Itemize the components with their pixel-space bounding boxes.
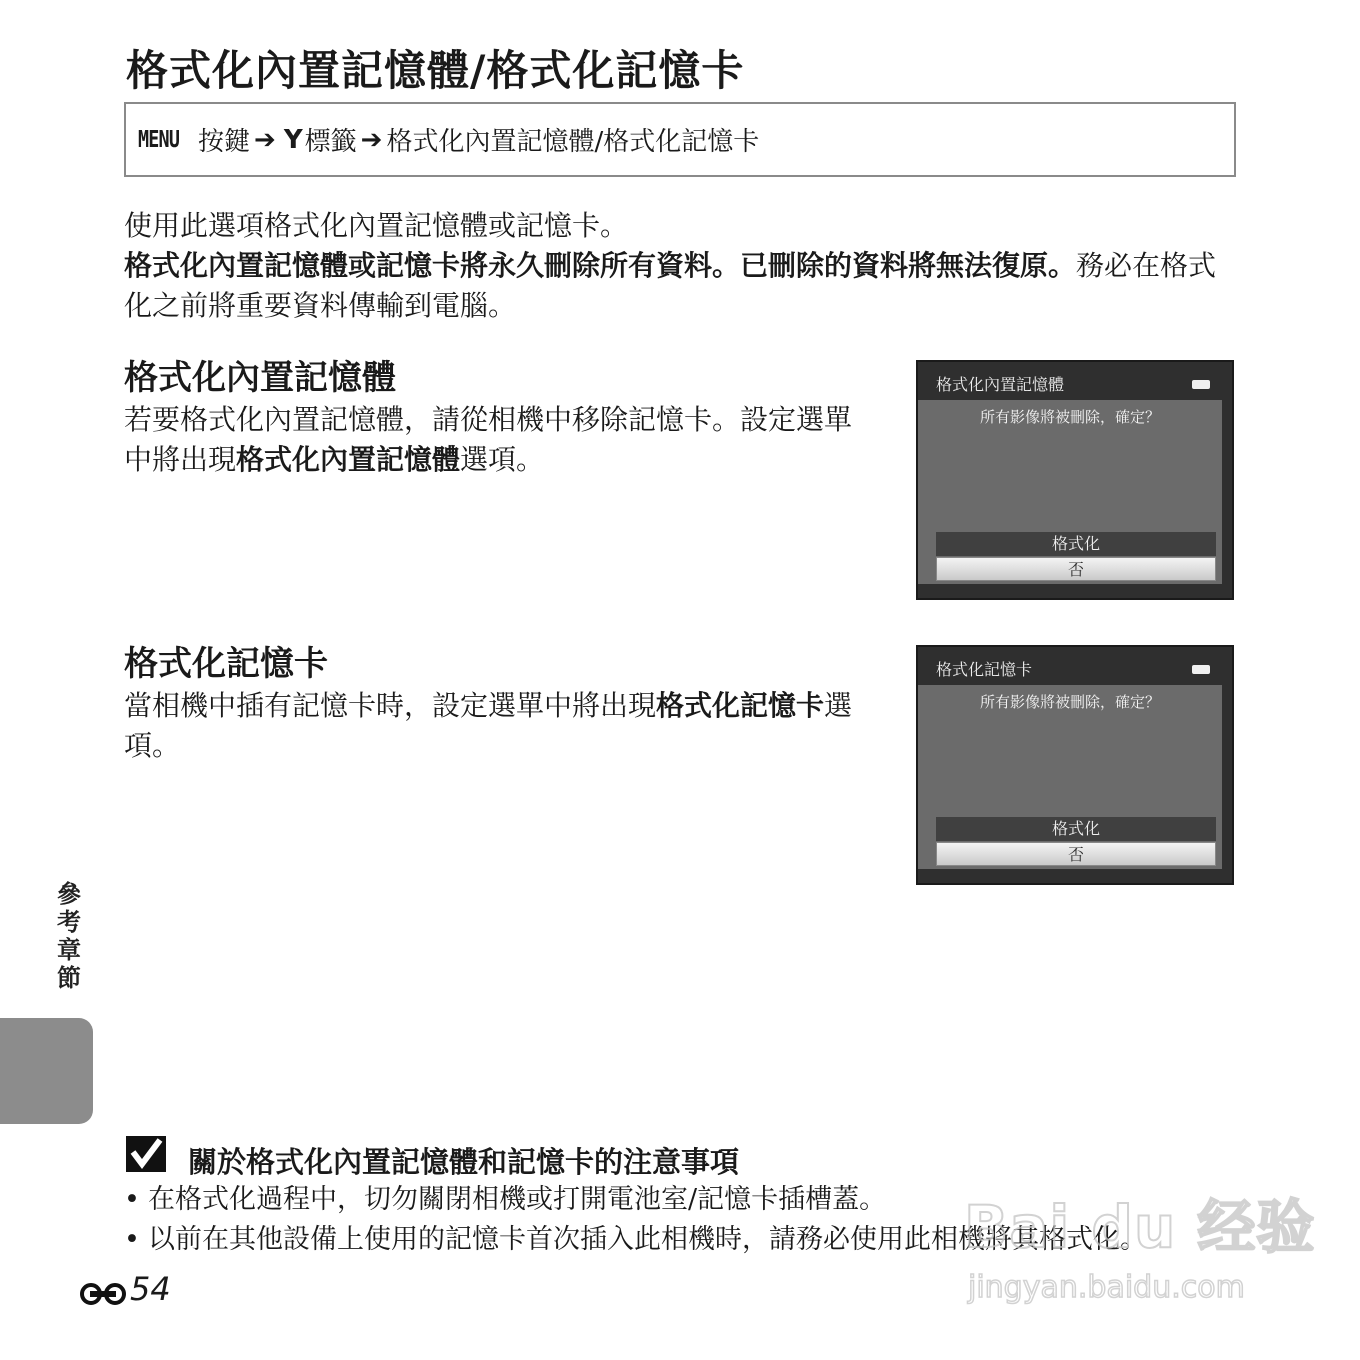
intro-warning [124, 246, 1244, 326]
watermark-url: jingyan.baidu.com [968, 1270, 1245, 1305]
section-internal-text-bold: 格式化內置記憶體 [236, 443, 461, 476]
tab-label: 標籤 [304, 127, 357, 157]
intro-line: 使用此選項格式化內置記憶體或記憶卡。 [124, 209, 629, 242]
no-option[interactable]: 否 [936, 557, 1216, 581]
screen-pane [918, 400, 1222, 584]
section-internal-title: 格式化內置記憶體 [124, 358, 396, 398]
no-option[interactable]: 否 [936, 842, 1216, 866]
screen-title: 格式化內置記憶體 [936, 375, 1065, 394]
section-internal-text-after: 選項。 [460, 443, 545, 476]
wrench-icon: Y [283, 124, 303, 155]
format-option[interactable]: 格式化 [936, 532, 1216, 556]
battery-icon [1192, 665, 1210, 674]
screen-title-bar [918, 647, 1232, 685]
note-item: • 在格式化過程中，切勿關閉相機或打開電池室/記憶卡插槽蓋。 [124, 1180, 1274, 1220]
check-icon [126, 1136, 166, 1172]
side-chapter-tab [0, 1018, 93, 1124]
reference-section-icon [80, 1282, 126, 1306]
note-title: 關於格式化內置記憶體和記憶卡的注意事項 [188, 1145, 740, 1179]
screen-title: 格式化記憶卡 [936, 660, 1033, 679]
section-internal-text [124, 400, 864, 480]
menu-path-box [124, 102, 1236, 177]
section-card-text-after: 選項。 [124, 689, 853, 762]
camera-screen-card [916, 645, 1234, 885]
arrow-right-icon: ➔ [254, 124, 276, 155]
screen-pane [918, 685, 1222, 869]
menu-button-label: MENU [138, 126, 180, 153]
screen-message: 所有影像將被刪除，確定？ [979, 693, 1160, 711]
section-card-title: 格式化記憶卡 [124, 644, 328, 684]
watermark [960, 1160, 1316, 1310]
section-card-text [124, 686, 864, 766]
page-number: 54 [130, 1270, 171, 1308]
note-item: • 以前在其他設備上使用的記憶卡首次插入此相機時，請務必使用此相機將其格式化。 [124, 1220, 1274, 1260]
screen-title-bar [918, 362, 1232, 400]
warning-bold: 格式化內置記憶體或記憶卡將永久刪除所有資料。已刪除的資料將無法復原。 [124, 249, 1077, 282]
menu-target: 格式化內置記憶體/格式化記憶卡 [386, 127, 760, 157]
screen-message: 所有影像將被刪除，確定？ [979, 408, 1160, 426]
battery-icon [1192, 380, 1210, 389]
section-internal-text-before: 若要格式化內置記憶體，請從相機中移除記憶卡。設定選單中將出現 [124, 403, 853, 476]
camera-screen-internal [916, 360, 1234, 600]
section-card-text-before: 當相機中插有記憶卡時，設定選單中將出現 [124, 689, 657, 722]
section-card-text-bold: 格式化記憶卡 [656, 689, 825, 722]
format-option[interactable]: 格式化 [936, 817, 1216, 841]
menu-button-text: 按鍵 [198, 127, 251, 157]
page-title: 格式化內置記憶體/格式化記憶卡 [126, 46, 745, 95]
watermark-brand: Bai du 经验 [964, 1193, 1316, 1261]
warning-rest: 務必在格式化之前將重要資料傳輸到電腦。 [124, 249, 1217, 322]
arrow-right-icon: ➔ [360, 124, 383, 155]
intro-text [124, 206, 1244, 326]
side-chapter-label: 參考章節 [57, 880, 81, 992]
